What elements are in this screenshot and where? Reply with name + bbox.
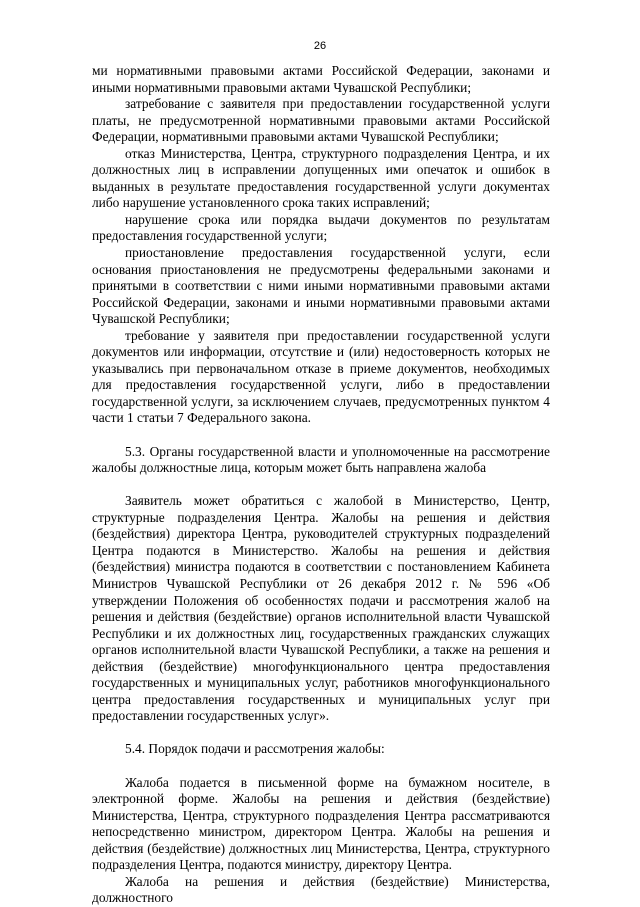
- paragraph: затребование с заявителя при предоставлении государственной услуги платы, не предусмотренной нормативными правовыми актами Российской Федерации, нормативными правовыми актами Чувашской Республики;: [92, 96, 550, 145]
- paragraph: ми нормативными правовыми актами Российской Федерации, законами и иными нормативными правовыми актами Чувашской Республики;: [92, 63, 550, 95]
- paragraph-gap: [92, 758, 550, 775]
- paragraph: Заявитель может обратиться с жалобой в Министерство, Центр, структурные подразделения Центра. Жалобы на решения и действия (бездействия) директора Центра, руководителей структурных подразделений Центра подаются в Министерство. Жалобы на решения и действия (бездействия) министра подаются в соответствии с постановлением Кабинета Министров Чувашской Республики от 26 декабря 2012 г. № 596 «Об утверждении Положения об особенностях подачи и рассмотрения жалоб на решения и действия (бездействие) органов исполнительной власти Чувашской Республики и их должностных лиц, государственных гражданских служащих органов исполнительной власти Чувашской Республики, а также на решения и действия (бездействие) многофункционального центра предоставления государственных и муниципальных услуг, работников многофункционального центра предоставления государственных и муниципальных услуг при предоставлении государственных услуг».: [92, 493, 550, 724]
- body-text: [92, 63, 550, 907]
- paragraph-gap: [92, 725, 550, 742]
- paragraph: отказ Министерства, Центра, структурного подразделения Центра, и их должностных лиц в исправлении допущенных ими опечаток и ошибок в выданных в результате предоставления государственной услуги документах либо нарушение установленного срока таких исправлений;: [92, 145, 550, 211]
- paragraph: нарушение срока или порядка выдачи документов по результатам предоставления государственной услуги;: [92, 211, 550, 244]
- paragraph: требование у заявителя при предоставлении государственной услуги документов или информации, отсутствие и (или) недостоверность которых не указывались при первоначальном отказе в приеме документов, необходимых для предоставления государственной услуги, либо в предоставлении государственной услуги, за исключением случаев, предусмотренных пунктом 4 части 1 статьи 7 Федерального закона.: [92, 327, 550, 426]
- paragraph: Жалоба на решения и действия (бездействие) Министерства, должностного: [92, 873, 550, 906]
- paragraph-gap: [92, 477, 550, 494]
- page-number: 26: [313, 40, 327, 52]
- paragraph: 5.3. Органы государственной власти и уполномоченные на рассмотрение жалобы должностные лица, которым может быть направлена жалоба: [92, 443, 550, 476]
- paragraph: приостановление предоставления государственной услуги, если основания приостановления не предусмотрены федеральными законами и принятыми в соответствии с ними иными нормативными правовыми актами Российской Федерации, законами и иными нормативными правовыми актами Чувашской Республики;: [92, 245, 550, 327]
- paragraph-gap: [92, 427, 550, 444]
- paragraph: 5.4. Порядок подачи и рассмотрения жалобы:: [125, 741, 385, 757]
- paragraph: Жалоба подается в письменной форме на бумажном носителе, в электронной форме. Жалобы на решения и действия (бездействие) Министерства, Центра, структурного подразделения Центра рассматриваются непосредственно министром, директором Центра. Жалобы на решения и действия (бездействие) должностных лиц Министерства, Центра, структурного подразделения Центра, подаются министру, директору Центра.: [92, 774, 550, 873]
